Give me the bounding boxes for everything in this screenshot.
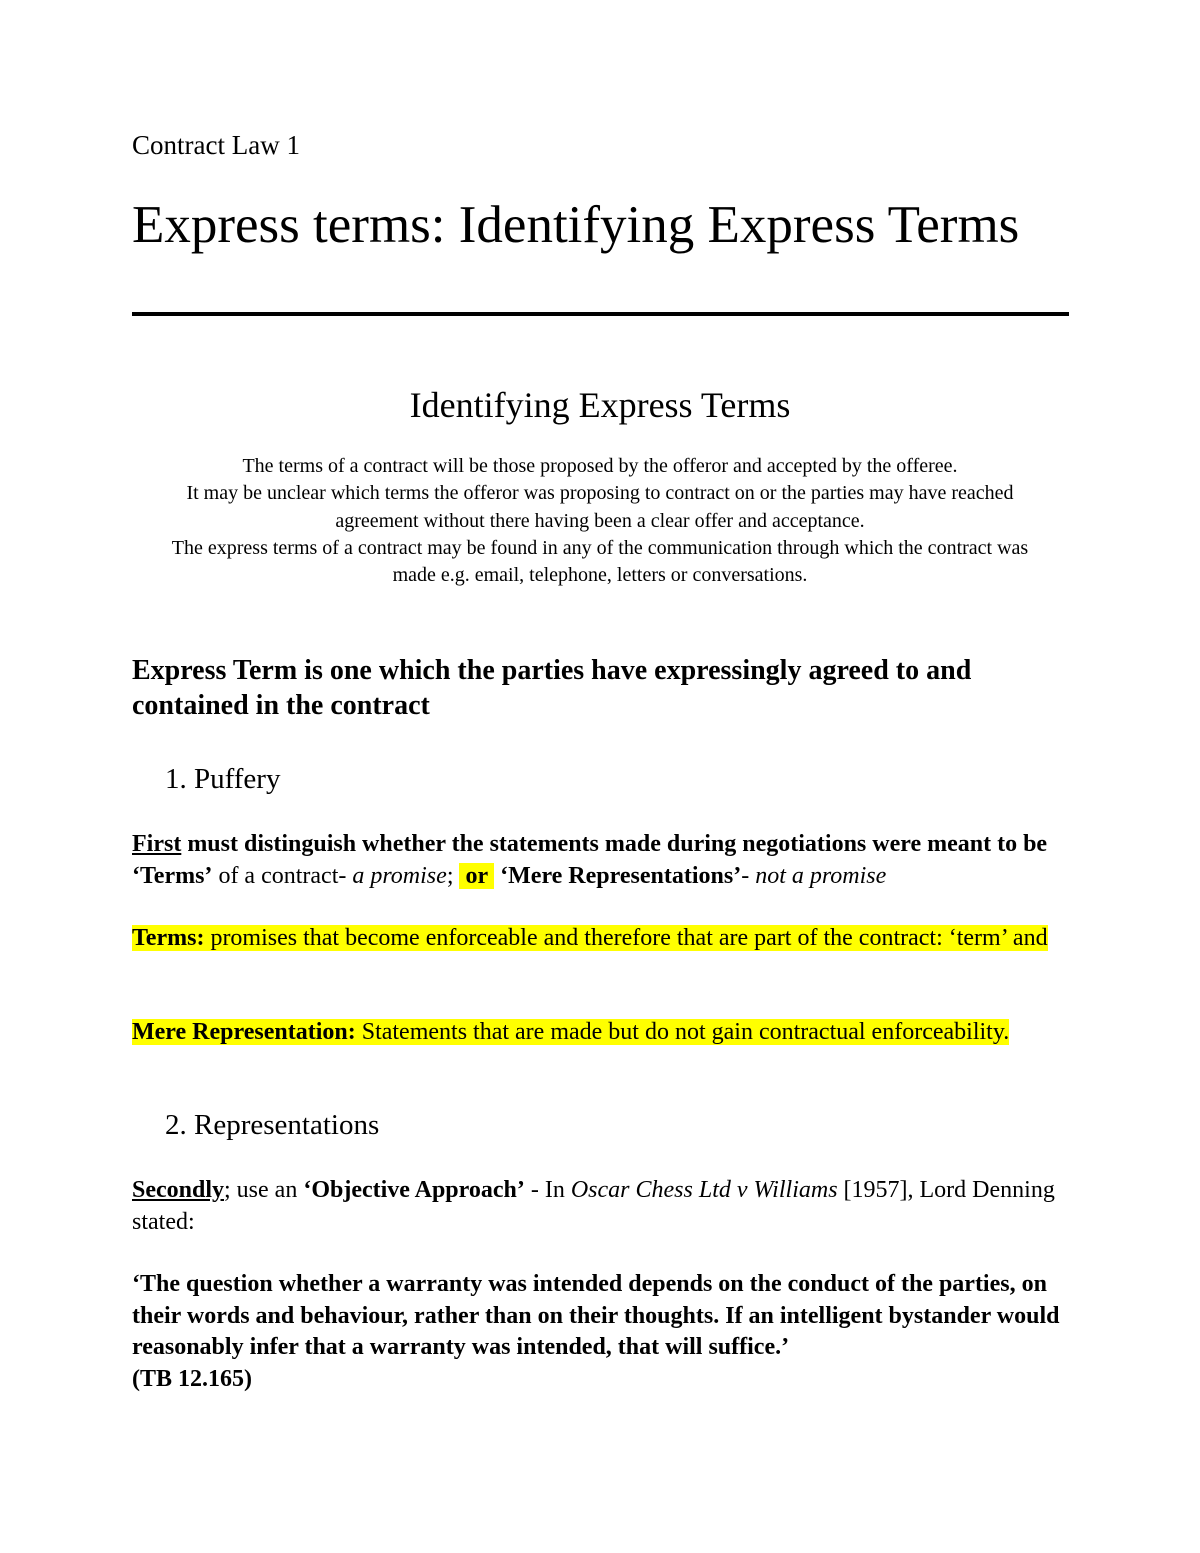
heading-representations: 2. Representations	[165, 1109, 380, 1141]
dash: -	[741, 862, 756, 889]
terms-quote: ‘Terms’	[132, 862, 213, 889]
title-divider	[132, 312, 1069, 316]
first-text-1: must distinguish whether the statements made during negotiations were meant to be	[181, 831, 1048, 857]
case-name: Oscar Chess Ltd v Williams	[570, 1177, 838, 1203]
course-label: Contract Law 1	[132, 130, 300, 160]
terms-label: Terms:	[132, 925, 205, 951]
not-promise-text: not a promise	[755, 862, 887, 889]
quote-text: ‘The question whether a warranty was intended depends on the conduct of the parties, on their words and behaviour, rather than on their thoughts. If an intelligent bystander would reasonably infer that a warranty was intended, that will suffice.’	[132, 1271, 1060, 1360]
intro-line-2: It may be unclear which terms the offeror was proposing to contract on or the parties may have reached agreement without there having been a clear offer and acceptance.	[186, 482, 1014, 532]
first-text-2: of a contract-	[212, 862, 353, 889]
secondly-paragraph	[132, 1175, 1077, 1238]
mere-quote: ‘Mere Representations’	[500, 862, 742, 889]
section-subtitle: Identifying Express Terms	[409, 385, 791, 425]
citation: (TB 12.165)	[132, 1365, 252, 1392]
intro-paragraph	[150, 453, 1050, 589]
heading-puffery: 1. Puffery	[165, 763, 281, 795]
mere-paragraph	[132, 1017, 1077, 1049]
terms-text: promises that become enforceable and therefore that are part of the contract: ‘term’ and	[204, 925, 1048, 951]
denning-quote	[132, 1269, 1077, 1395]
second-text-3: [1957], Lord Denning stated:	[132, 1177, 1055, 1235]
first-lead: First	[132, 831, 182, 857]
document-title: Express terms: Identifying Express Terms	[132, 196, 1020, 254]
intro-line-1: The terms of a contract will be those proposed by the offeror and accepted by the offeree.	[242, 455, 958, 477]
second-text-1: ; use an	[224, 1177, 304, 1203]
express-term-definition: Express Term is one which the parties have expressingly agreed to and contained in the contract	[132, 655, 972, 721]
first-paragraph	[132, 829, 1077, 892]
intro-line-3: The express terms of a contract may be found in any of the communication through which the contract was made e.g. email, telephone, letters or conversations.	[171, 536, 1029, 587]
or-highlight: or	[459, 863, 494, 889]
second-text-2: - In	[524, 1177, 571, 1203]
second-lead: Secondly	[132, 1177, 225, 1203]
mere-text: Statements that are made but do not gain contractual enforceability.	[355, 1019, 1010, 1045]
terms-paragraph	[132, 923, 1077, 955]
mere-label: Mere Representation:	[132, 1019, 356, 1045]
promise-text: a promise	[352, 862, 447, 889]
semicolon: ;	[446, 862, 460, 889]
objective-approach: ‘Objective Approach’	[303, 1177, 525, 1203]
